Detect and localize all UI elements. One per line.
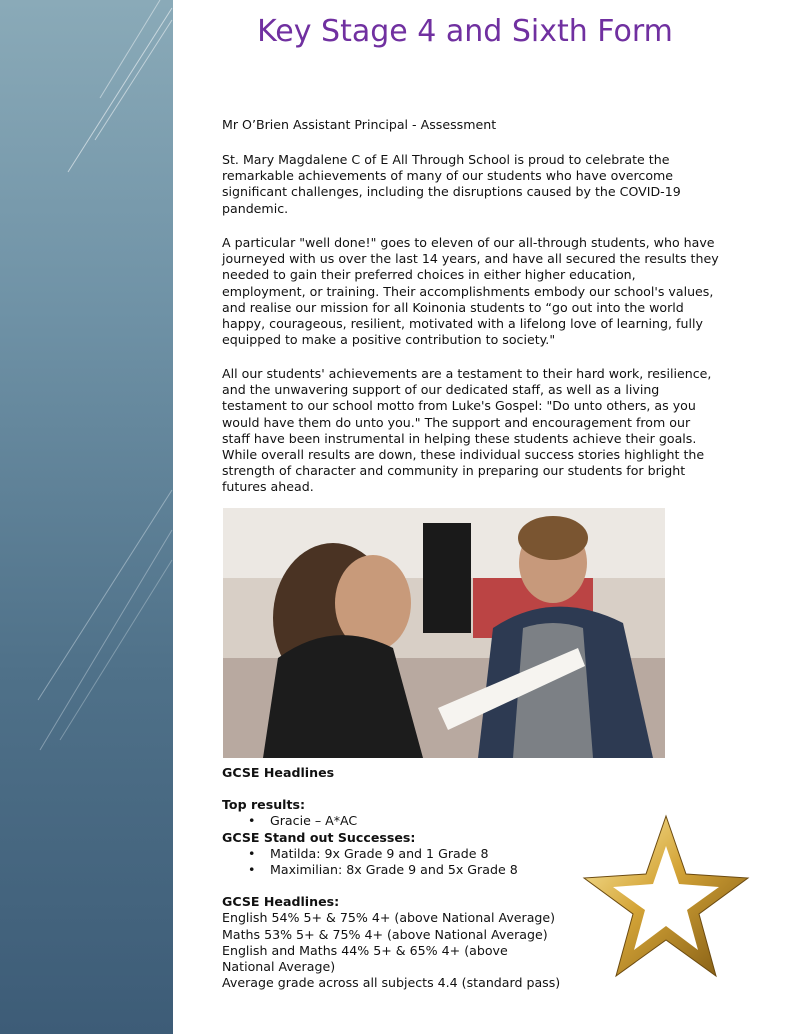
page-title: Key Stage 4 and Sixth Form [257,14,673,49]
top-results-list [222,813,562,829]
top-results-label: Top results: [222,797,306,813]
standout-list [222,846,562,878]
gcse-heading: GCSE Headlines [222,765,335,780]
students-photo [223,508,665,758]
list-item: • Matilda: 9x Grade 9 and 1 Grade 8 [270,846,562,862]
headline-average-grade: Average grade across all subjects 4.4 (standard pass) [222,975,561,991]
paragraph-2: A particular "well done!" goes to eleven of our all-through students, who have journeyed with us over the last 14 years, and have all secured the results they needed to gain their preferred choices in either higher education, employment, or training. Their accomplishments embody our school's values, and realise our mission for all Koinonia students to “go out into the world happy, courageous, resilient, motivated with a lifelong love of learning, fully equipped to make a positive contribution to society." [222,235,719,348]
paragraph-3: All our students' achievements are a testament to their hard work, resilience, and the unwavering support of our dedicated staff, as well as a living testament to our school motto from Luke's Gospel: "Do unto others, as you would have them do unto you." The support and encouragement from our staff have been instrumental in helping these students achieve their goals. While overall results are down, these individual success stories highlight the strength of character and community in preparing our students for bright futures ahead. [222,366,712,495]
sidebar-lines [0,0,173,1034]
standout-label: GCSE Stand out Successes: [222,829,416,845]
gcse-section [222,765,562,991]
headline-maths: Maths 53% 5+ & 75% 4+ (above National Average) [222,926,548,942]
headlines-label: GCSE Headlines: [222,894,340,910]
list-item: • Maximilian: 8x Grade 9 and 5x Grade 8 [270,862,562,878]
gold-star-image [578,808,754,988]
list-item: • Gracie – A*AC [270,813,562,829]
intro-paragraph [222,152,722,217]
headline-english-maths: English and Maths 44% 5+ & 65% 4+ (above National Average) [222,942,508,975]
well-done-paragraph [222,235,722,348]
testament-paragraph [222,366,722,496]
paragraph-1: St. Mary Magdalene C of E All Through School is proud to celebrate the remarkable achievements of many of our students who have overcome significant challenges, including the disruptions caused by the COVID-19 pandemic. [222,152,681,216]
author-line: Mr O’Brien Assistant Principal - Assessment [222,117,497,132]
decorative-sidebar [0,0,173,1034]
headline-english: English 54% 5+ & 75% 4+ (above National Average) [222,910,556,926]
